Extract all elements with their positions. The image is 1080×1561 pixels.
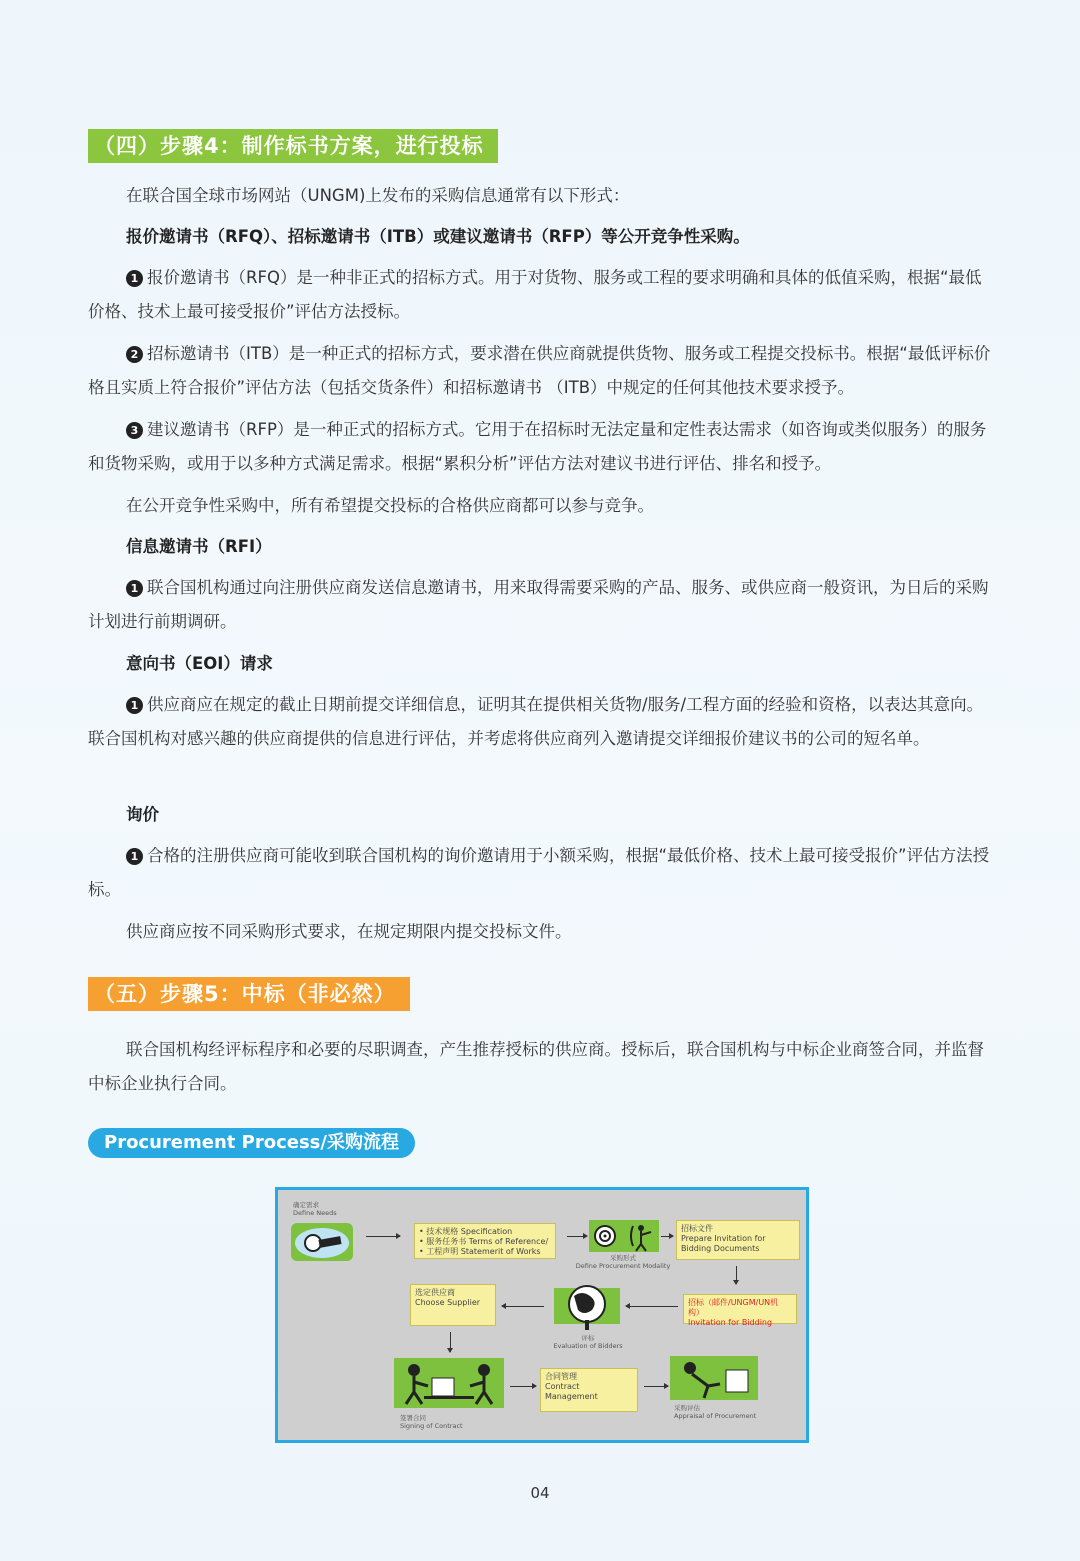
rfp-text: 建议邀请书（RFP）是一种正式的招标方式。它用于在招标时无法定量和定性表达需求（如咨询或类似服务）的服务和货物采购，或用于以多种方式满足需求。根据“累积分析”评估方法对建议书进行评估、排名和授予。: [88, 420, 987, 473]
appraisal-label: 采购评估 Appraisal of Procurement: [674, 1404, 757, 1420]
rfq-paragraph: [88, 261, 994, 329]
appraisal-illustration: [670, 1356, 758, 1400]
section4-intro: 在联合国全球市场网站（UNGM)上发布的采购信息通常有以下形式：: [126, 186, 630, 205]
section4-closing: 供应商应按不同采购形式要求，在规定期限内提交投标文件。: [126, 922, 572, 941]
section4-title: （四）步骤4：制作标书方案，进行投标: [88, 129, 498, 163]
contract-management-box: 合同管理 Contract Management: [540, 1368, 638, 1412]
procurement-process-diagram: [275, 1187, 809, 1443]
number-one-marker: 1: [126, 697, 143, 714]
arrow-right: [510, 1386, 536, 1387]
arrow-left: [626, 1306, 678, 1307]
signing-contract-illustration: [394, 1358, 504, 1408]
choose-supplier-box: 选定供应商 Choose Supplier: [410, 1284, 496, 1326]
rfi-heading: 信息邀请书（RFI）: [126, 537, 272, 556]
itb-text: 招标邀请书（ITB）是一种正式的招标方式，要求潜在供应商就提供货物、服务或工程提交投标书。根据“最低评标价格且实质上符合报价”评估方法（包括交货条件）和招标邀请书 （ITB）中规定的任何其他技术要求授予。: [88, 344, 991, 397]
eoi-paragraph: [88, 688, 994, 756]
arrow-down: [736, 1266, 737, 1284]
arrow-down: [450, 1332, 451, 1352]
rfq-text: 报价邀请书（RFQ）是一种非正式的招标方式。用于对货物、服务或工程的要求明确和具体的低值采购，根据“最低价格、技术上最可接受报价”评估方法授标。: [88, 268, 982, 321]
rfi-text: 联合国机构通过向注册供应商发送信息邀请书，用来取得需要采购的产品、服务、或供应商一般资讯，为日后的采购计划进行前期调研。: [88, 578, 989, 631]
number-one-marker: 1: [126, 848, 143, 865]
signing-label: 签署合同 Signing of Contract: [400, 1414, 463, 1430]
number-one-marker: 1: [126, 270, 143, 287]
telescope-illustration: [291, 1223, 353, 1261]
itb-paragraph: [88, 337, 994, 405]
spec-line: • 技术规格 Specification: [419, 1227, 513, 1236]
rfp-paragraph: [88, 413, 994, 481]
invitation-for-bidding-box: 招标（邮件/UNGM/UN机构） Invitation for Bidding: [683, 1294, 797, 1324]
arrow-left: [502, 1306, 544, 1307]
specification-box: [414, 1223, 556, 1259]
inquiry-paragraph: [88, 839, 994, 907]
inquiry-heading: 询价: [126, 805, 159, 824]
number-three-marker: 3: [126, 422, 143, 439]
inquiry-text: 合格的注册供应商可能收到联合国机构的询价邀请用于小额采购，根据“最低价格、技术上最可接受报价”评估方法授标。: [88, 846, 990, 899]
arrow-right: [366, 1236, 400, 1237]
rfi-paragraph: [88, 571, 994, 639]
procurement-modality-label: 采购形式 Define Procurement Modality: [575, 1254, 671, 1270]
arrow-right: [567, 1236, 587, 1237]
spec-line: • 工程声明 Statemerit of Works: [419, 1247, 541, 1256]
evaluation-globe-illustration: [554, 1282, 620, 1330]
section5-text: 联合国机构经评标程序和必要的尽职调查，产生推荐授标的供应商。授标后，联合国机构与中标企业商签合同，并监督中标企业执行合同。: [88, 1040, 984, 1093]
define-needs-label: 确定需求 Define Needs: [293, 1201, 337, 1217]
public-procurement-heading: 报价邀请书（RFQ）、招标邀请书（ITB）或建议邀请书（RFP）等公开竞争性采购。: [126, 227, 750, 246]
section5-title: （五）步骤5：中标（非必然）: [88, 977, 410, 1011]
archery-target-illustration: [589, 1220, 659, 1252]
spec-line: • 服务任务书 Terms of Reference/: [419, 1237, 549, 1246]
eoi-text: 供应商应在规定的截止日期前提交详细信息，证明其在提供相关货物/服务/工程方面的经验和资格，以表达其意向。联合国机构对感兴趣的供应商提供的信息进行评估，并考虑将供应商列入邀请提交详细报价建议书的公司的短名单。: [88, 695, 984, 748]
number-one-marker: 1: [126, 580, 143, 597]
public-note: 在公开竞争性采购中，所有希望提交投标的合格供应商都可以参与竞争。: [126, 496, 654, 515]
eoi-heading: 意向书（EOI）请求: [126, 654, 273, 673]
prepare-itb-box: 招标文件 Prepare Invitation for Bidding Documents: [676, 1220, 800, 1260]
arrow-right: [644, 1386, 668, 1387]
arrow-right: [661, 1236, 673, 1237]
evaluation-label: 评标 Evaluation of Bidders: [553, 1334, 623, 1350]
number-two-marker: 2: [126, 346, 143, 363]
procurement-process-pill: Procurement Process/采购流程: [88, 1128, 415, 1158]
page-number: 04: [530, 1484, 550, 1502]
